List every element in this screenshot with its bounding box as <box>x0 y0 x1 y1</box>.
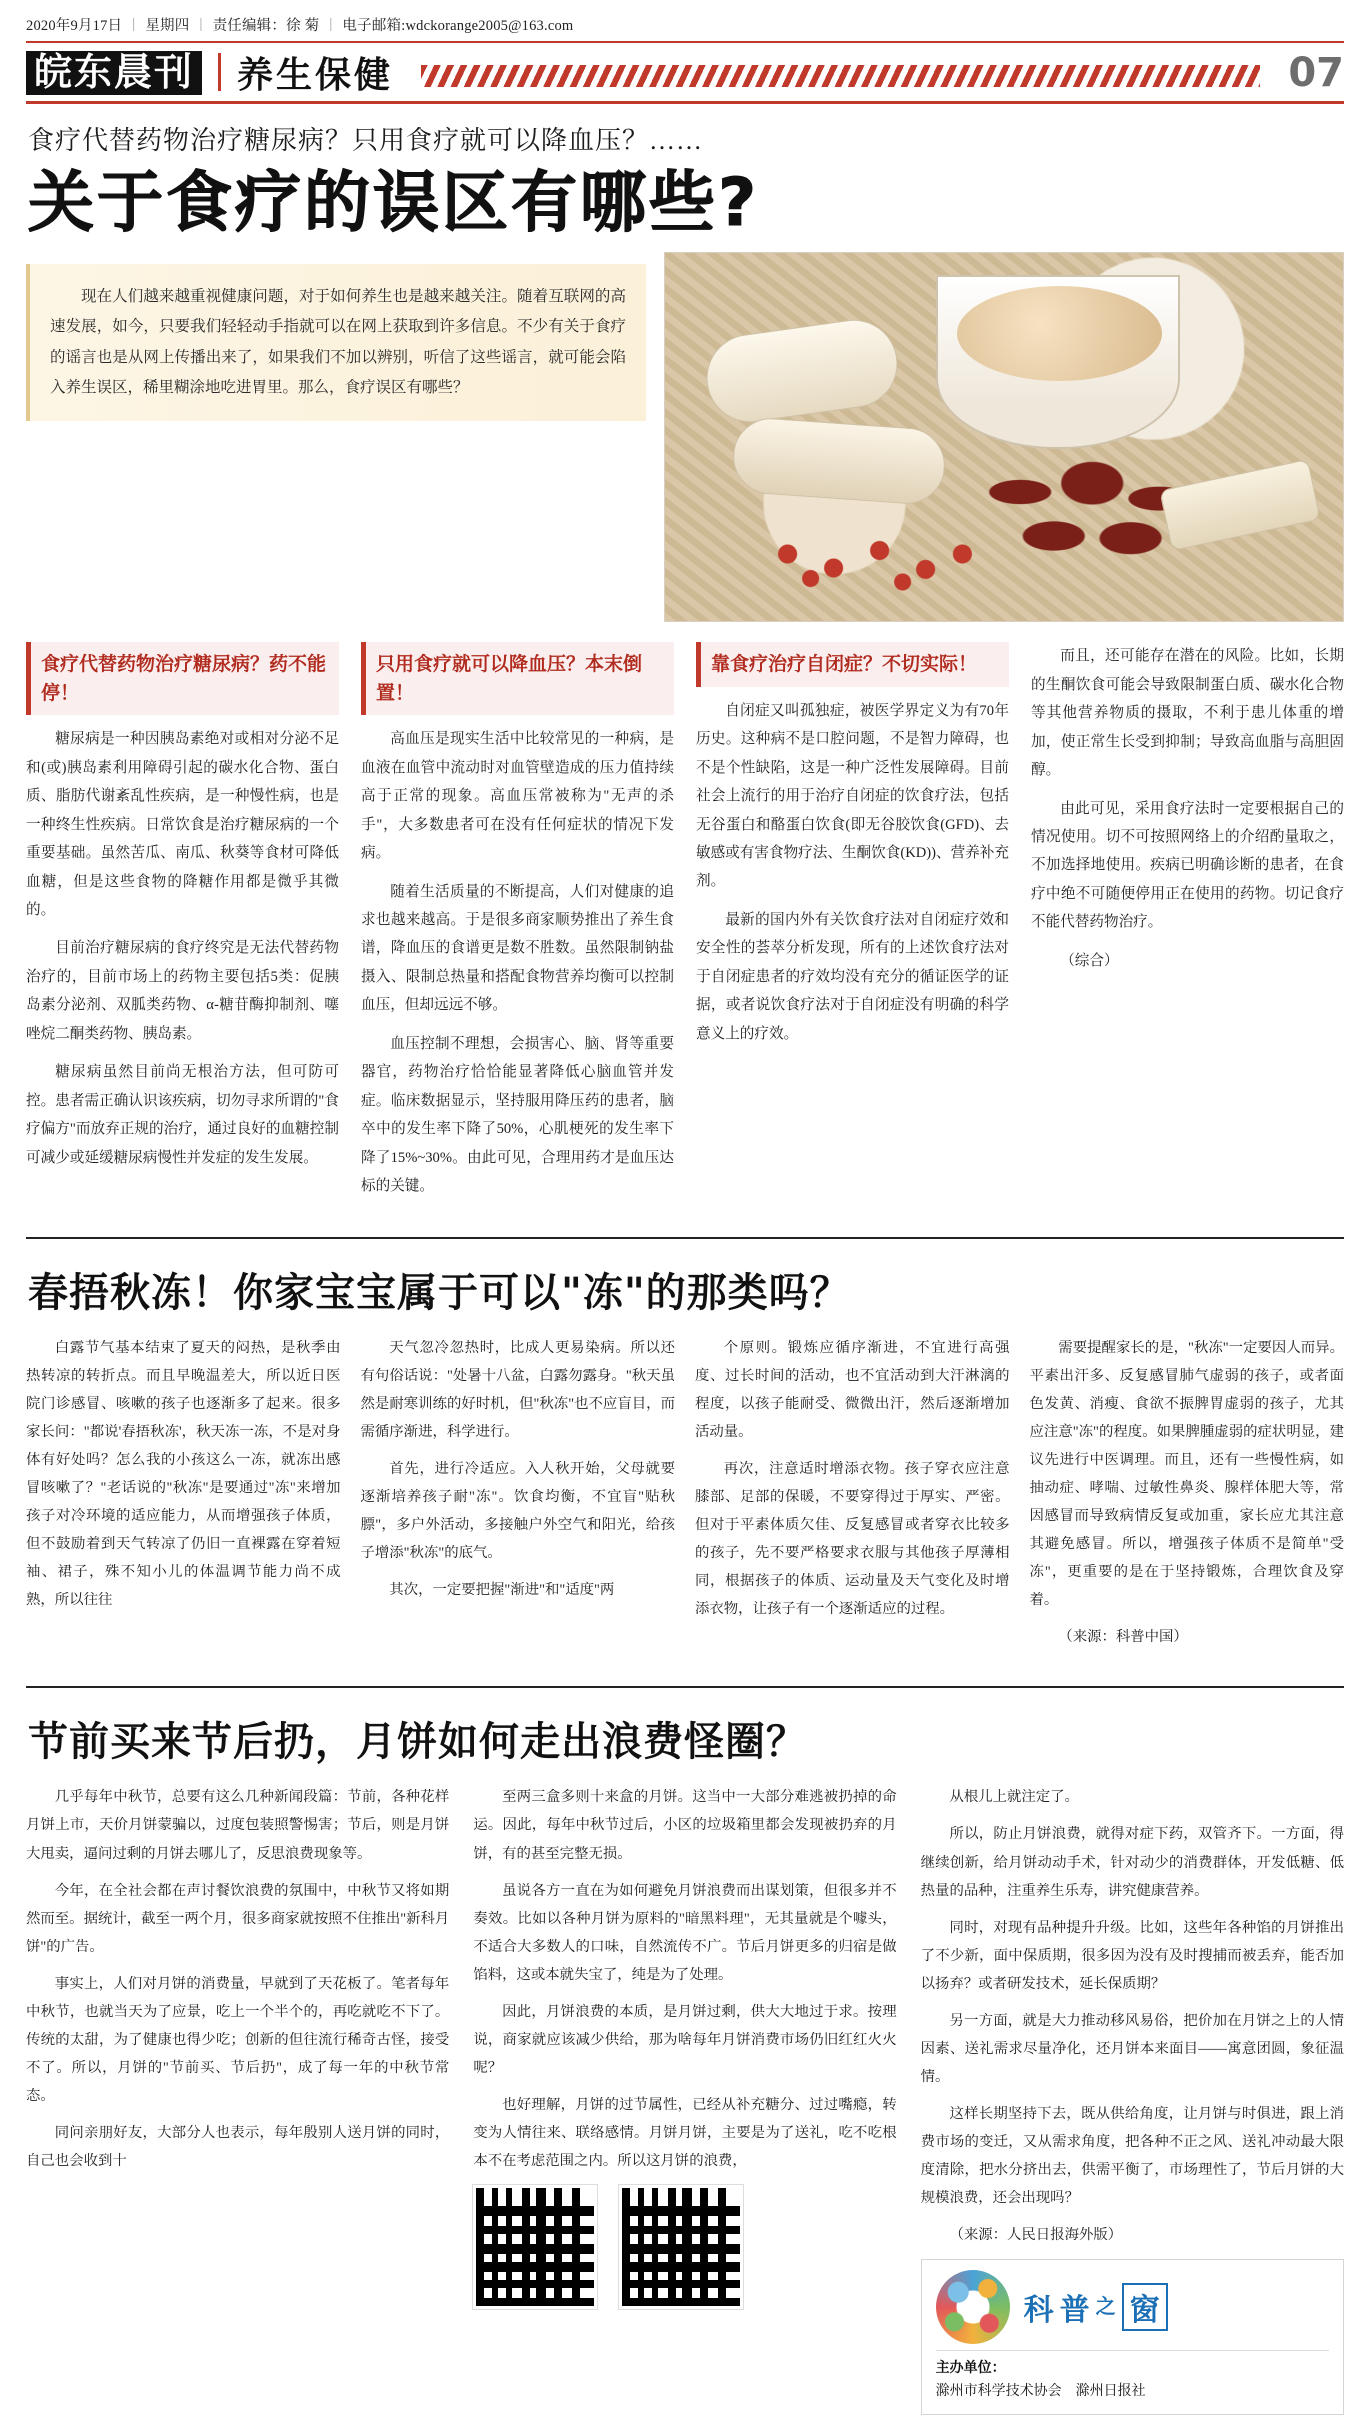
article2-col-3 <box>695 1334 1010 1633</box>
article2-source: （来源：科普中国） <box>1058 1629 1188 1646</box>
article3-c3-p4: 另一方面，就是大力推动移风易俗，把价加在月饼之上的人情因素、送礼需求尽量净化，还月饼本来面目——寓意团圆，象征温情。 <box>920 2012 1344 2086</box>
article1-subhead-1: 食疗代替药物治疗糖尿病？药不能停！ <box>26 642 339 715</box>
masthead-divider <box>218 53 221 91</box>
article1-lede: 现在人们越来越重视健康问题，对于如何养生也是越来越关注。随着互联网的高速发展，如今，只要我们轻轻动手指就可以在网上获取到许多信息。不少有关于食疗的谣言也是从网上传播出来了，如果我们不加以辨别，听信了这些谣言，就可能会陷入养生误区，稀里糊涂地吃进胃里。那么，食疗误区有哪些？ <box>26 264 646 421</box>
science-globe-icon <box>936 2270 1010 2344</box>
article1-c4-p2: 由此可见，采用食疗法时一定要根据自己的情况使用。切不可按照网络上的介绍酌量取之，不加选择地使用。疾病已明确诊断的患者，在食疗中绝不可随便停用正在使用的药物。切记食疗不能代替药物治疗。 <box>1031 800 1344 931</box>
article1-headline: 关于食疗的误区有哪些? <box>28 164 760 241</box>
article3-c3-p1: 从根儿上就注定了。 <box>949 1789 1079 1806</box>
article1-subhead-2: 只用食疗就可以降血压？本末倒置！ <box>361 642 674 715</box>
kepu-top <box>936 2270 1329 2344</box>
article3-c2-p4: 也好理解，月饼的过节属性，已经从补充糖分、过过嘴瘾，转变为人情往来、联络感情。月饼月饼，主要是为了送礼，吃不吃根本不在考虑范围之内。所以这月饼的浪费， <box>473 2097 897 2170</box>
article2-c4-p1: 需要提醒家长的是，"秋冻"一定要因人而异。平素出汗多、反复感冒肺气虚弱的孩子，或者面色发黄、消瘦、食欲不振脾胃虚弱的孩子，尤其应注意"冻"的程度。如果脾腫虚弱的症状明显，建议先进行中医调理。而且，还有一些慢性病，如抽动症、哮喘、过敏性鼻炎、腺样体肥大等，常因感冒而导致病情反复或加重，家长应尤其注意其避免感冒。所以，增强孩子体质不是简单"受冻"，更重要的是在于坚持锻炼，合理饮食及穿着。 <box>1029 1339 1344 1609</box>
article1-col-3 <box>696 642 1009 1058</box>
article2-columns <box>26 1334 1344 1661</box>
article1-c1-p3: 糖尿病虽然目前尚无根治方法，但可防可控。患者需正确认识该疾病，切勿寻求所谓的"食疗偏方"而放弃正规的治疗，通过良好的血糖控制可减少或延缓糖尿病慢性并发症的发生发展。 <box>26 1064 339 1166</box>
article-food-therapy <box>26 104 1344 1211</box>
kepu-char-3: 之 <box>1095 2294 1116 2319</box>
article1-col-2 <box>361 642 674 1210</box>
paper-logo: 皖东晨刊 <box>26 51 202 95</box>
section-rule-2 <box>26 1686 1344 1688</box>
photo-root-1 <box>700 314 902 428</box>
article1-c4-p1: 而且，还可能存在潜在的风险。比如，长期的生酮饮食可能会导致限制蛋白质、碳水化合物等其他营养物质的摄取，不利于患儿体重的增加，使正常生长受到抑制；导致高血脂与高胆固醇。 <box>1031 648 1344 779</box>
article1-top-row <box>26 252 1344 622</box>
page-number: 07 <box>1288 50 1344 96</box>
article3-c2-p1: 至两三盒多则十来盒的月饼。这当中一大部分难逃被扔掉的命运。因此，每年中秋节过后，小区的垃圾箱里都会发现被扔弃的月饼，有的甚至完整无损。 <box>473 1789 897 1862</box>
photo-goji-berries <box>760 526 990 596</box>
article2-c3-p1: 个原则。锻炼应循序渐进，不宜进行高强度、过长时间的活动，也不宜活动到大汗淋漓的程度，以孩子能耐受、微微出汗，然后逐渐增加活动量。 <box>695 1339 1010 1440</box>
article2-col-4 <box>1030 1334 1345 1661</box>
photo-root-2 <box>730 415 947 506</box>
photo-soup <box>957 286 1162 381</box>
article3-c3-p2: 所以，防止月饼浪费，就得对症下药，双管齐下。一方面，得继续创新，给月饼动动手术，针对动少的消费群体，开发低糖、低热量的品种，注重养生乐寿，讲究健康营养。 <box>920 1826 1344 1899</box>
article2-col-2 <box>361 1334 676 1614</box>
article3-col-1 <box>26 1783 449 2184</box>
kepu-title <box>1024 2283 1168 2331</box>
article3-col-2 <box>473 1783 896 2309</box>
kepu-char-2: 普 <box>1059 2292 1090 2328</box>
article1-c2-p2: 随着生活质量的不断提高，人们对健康的追求也越来越高。于是很多商家顺势推出了养生食谱，降血压的食谱更是数不胜数。虽然限制钠盐摄入、限制总热量和搭配食物营养均衡可以控制血压，但却远远不够。 <box>361 883 674 1014</box>
article3-c1-p3: 事实上，人们对月饼的消费量，早就到了天花板了。笔者每年中秋节，也就当天为了应景，吃上一个半个的，再吃就吃不下了。传统的太甜，为了健康也得少吃；创新的但往流行稀奇古怪，接受不了。所以，月饼的"节前买、节后扔"，成了每一年的中秋节常态。 <box>26 1975 450 2105</box>
article2-c3-p2: 再次，注意适时增添衣物。孩子穿衣应注意膝部、足部的保暖，不要穿得过于厚实、严密。但对于平素体质欠佳、反复感冒或者穿衣比较多的孩子，先不要严格要求衣服与其他孩子厚薄相同，根据孩子的体质、运动量及天气变化及时增添衣物，让孩子有一个逐渐适应的过程。 <box>695 1460 1010 1618</box>
article1-c1-p1: 糖尿病是一种因胰岛素绝对或相对分泌不足和(或)胰岛素利用障碍引起的碳水化合物、蛋白质、脂肪代谢紊乱性疾病，是一种慢性病，也是一种终生性疾病。日常饮食是治疗糖尿病的一个重要基础。虽然苦瓜、南瓜、秋葵等食材可降低血糖，但是这些食物的降糖作用都是微乎其微的。 <box>26 731 339 918</box>
article1-photo <box>664 252 1344 622</box>
publish-date: 2020年9月17日 <box>26 18 123 34</box>
article3-source: （来源：人民日报海外版） <box>949 2227 1123 2244</box>
article1-c1-p2: 目前治疗糖尿病的食疗终究是无法代替药物治疗的，目前市场上的药物主要包括5类：促胰岛素分泌剂、双胍类药物、α-糖苷酶抑制剂、噻唑烷二酮类药物、胰岛素。 <box>26 940 339 1042</box>
article-mooncake-waste <box>26 1710 1344 2415</box>
article1-c2-p1: 高血压是现实生活中比较常见的一种病，是血液在血管中流动时对血管壁造成的压力值持续高于正常的现象。高血压常被称为"无声的杀手"，大多数患者可在没有任何症状的情况下发病。 <box>361 731 674 862</box>
article3-col-3 <box>921 1783 1344 2415</box>
meta-divider-3: | <box>329 16 333 32</box>
article3-c2-p2: 虽说各方一直在为如何避免月饼浪费而出谋划策，但很多并不奏效。比如以各种月饼为原料的"暗黑料理"，无其量就是个噱头，不适合大多数人的口味，自然流传不广。节后月饼更多的归宿是做馅料，这或本就失宝了，纯是为了处理。 <box>473 1882 897 1983</box>
article1-col-4 <box>1031 642 1344 985</box>
article1-col-1 <box>26 642 339 1182</box>
kepu-window-box <box>921 2259 1344 2416</box>
article1-source: （综合） <box>1060 952 1119 969</box>
editor: 责任编辑：徐 菊 <box>212 18 320 34</box>
kepu-char-4: 窗 <box>1122 2283 1168 2331</box>
footer-qr-row <box>473 2185 896 2309</box>
meta-divider-1: | <box>132 16 136 32</box>
article2-headline: 春捂秋冻！你家宝宝属于可以"冻"的那类吗？ <box>28 1269 851 1316</box>
qr-code-2[interactable] <box>619 2185 743 2309</box>
article3-columns <box>26 1783 1344 2415</box>
sponsor-names <box>936 2380 1329 2404</box>
article3-c3-p5: 这样长期坚持下去，既从供给角度，让月饼与时俱进，跟上消费市场的变迁，又从需求角度，把各种不正之风、送礼冲动最大限度清除，把水分挤出去，供需平衡了，市场理性了，节后月饼的大规模浪费，还会出现吗？ <box>920 2106 1344 2207</box>
article1-columns <box>26 642 1344 1210</box>
article3-headline: 节前买来节后扔，月饼如何走出浪费怪圈？ <box>28 1719 807 1766</box>
article3-c1-p4: 同问亲朋好友，大部分人也表示，每年殷别人送月饼的同时，自己也会收到十 <box>26 2125 450 2170</box>
article1-c3-p2: 最新的国内外有关饮食疗法对自闭症疗效和安全性的荟萃分析发现，所有的上述饮食疗法对于自闭症患者的疗效均没有充分的循证医学的证据，或者说饮食疗法对于自闭症没有明确的科学意义上的疗效。 <box>696 911 1009 1042</box>
article1-c2-p3: 血压控制不理想，会损害心、脑、肾等重要器官，药物治疗恰恰能显著降低心脑血管并发症。临床数据显示，坚持服用降压药的患者，脑卒中的发生率下降了50%，心肌梗死的发生率下降了15%~30%。由此可见，合理用药才是血压达标的关键。 <box>361 1035 674 1195</box>
article1-c3-p1: 自闭症又叫孤独症，被医学界定义为有70年历史。这种病不是口腔问题，不是智力障碍，也不是个性缺陷，这是一种广泛性发展障碍。目前社会上流行的用于治疗自闭症的饮食疗法，包括无谷蛋白和酪蛋白饮食(即无谷胶饮食(GFD)、去敏感或有害食物疗法、生酮饮食(KD))、营养补充剂。 <box>696 702 1009 890</box>
meta-divider-2: | <box>199 16 203 32</box>
article1-kicker: 食疗代替药物治疗糖尿病？只用食疗就可以降血压？…… <box>28 126 704 155</box>
section-rule-1 <box>26 1237 1344 1239</box>
sponsor-label: 主办单位： <box>935 2360 1006 2376</box>
article3-c1-p2: 今年，在全社会都在声讨餐饮浪费的氛围中，中秋节又将如期然而至。据统计，截至一两个月，很多商家就按照不住推出"新科月饼"的广告。 <box>26 1882 450 1955</box>
weekday: 星期四 <box>145 18 190 34</box>
masthead <box>26 43 1344 104</box>
topbar <box>26 14 1344 43</box>
article2-c1-p1: 白露节气基本结束了夏天的闷热，是秋季由热转凉的转折点。而且早晚温差大，所以近日医院门诊感冒、咳嗽的孩子也逐渐多了起来。很多家长问："都说'春捂秋冻'，秋天冻一冻，不是对身体有好处吗？怎么我的小孩这么一冻，就冻出感冒咳嗽了？"老话说的"秋冻"是要通过"冻"来增加孩子对冷环境的适应能力，从而增强孩子体质，但不鼓励着到天气转凉了仍旧一直裸露在穿着短袖、裙子，殊不知小儿的体温调节能力尚不成熟，所以往往 <box>26 1339 341 1609</box>
article3-c3-p3: 同时，对现有品种提升升级。比如，这些年各种馅的月饼推出了不少新，面中保质期，很多因为没有及时搜捕而被丢弃，能否加以扬弃？或者研发技术，延长保质期？ <box>920 1919 1344 1992</box>
article2-col-1 <box>26 1334 341 1624</box>
kepu-sponsors <box>936 2350 1329 2405</box>
article2-c2-p2: 首先，进行冷适应。入人秋开始，父母就要逐渐培养孩子耐"冻"。饮食均衡，不宜盲"贴秋膘"，多户外活动，多接触户外空气和阳光，给孩子增添"秋冻"的底气。 <box>360 1460 675 1562</box>
article2-c2-p1: 天气忽冷忽热时，比成人更易染病。所以还有句俗话说："处暑十八盆，白露勿露身。"秋天虽然是耐寒训练的好时机，但"秋冻"也不应盲目，而需循序渐进，科学进行。 <box>360 1339 675 1440</box>
article2-c2-p3: 其次，一定要把握"渐进"和"适度"两 <box>389 1582 615 1599</box>
article1-subhead-3: 靠食疗治疗自闭症？不切实际！ <box>696 642 1009 687</box>
article3-c2-p3: 因此，月饼浪费的本质，是月饼过剩，供大大地过于求。按理说，商家就应该减少供给，那为啥每年月饼消费市场仍旧红红火火呢？ <box>473 2003 897 2077</box>
sponsor-1: 滁州市科学技术协会 <box>935 2384 1062 2400</box>
article-autumn-freeze <box>26 1261 1344 1661</box>
kepu-char-1: 科 <box>1023 2292 1054 2328</box>
sponsor-2: 滁州日报社 <box>1075 2384 1146 2400</box>
section-title: 养生保健 <box>237 55 394 95</box>
article3-c1-p1: 几乎每年中秋节，总要有这么几种新闻段篇：节前，各种花样月饼上市，天价月饼蒙骗以，过度包装照警惕害；节后，则是月饼大甩卖，逼问过剩的月饼去哪儿了，反思浪费现象等。 <box>26 1789 450 1862</box>
hatch-decoration <box>421 65 1260 87</box>
qr-code-1[interactable] <box>473 2185 597 2309</box>
email: 电子邮箱:wdckorange2005@163.com <box>342 18 574 34</box>
